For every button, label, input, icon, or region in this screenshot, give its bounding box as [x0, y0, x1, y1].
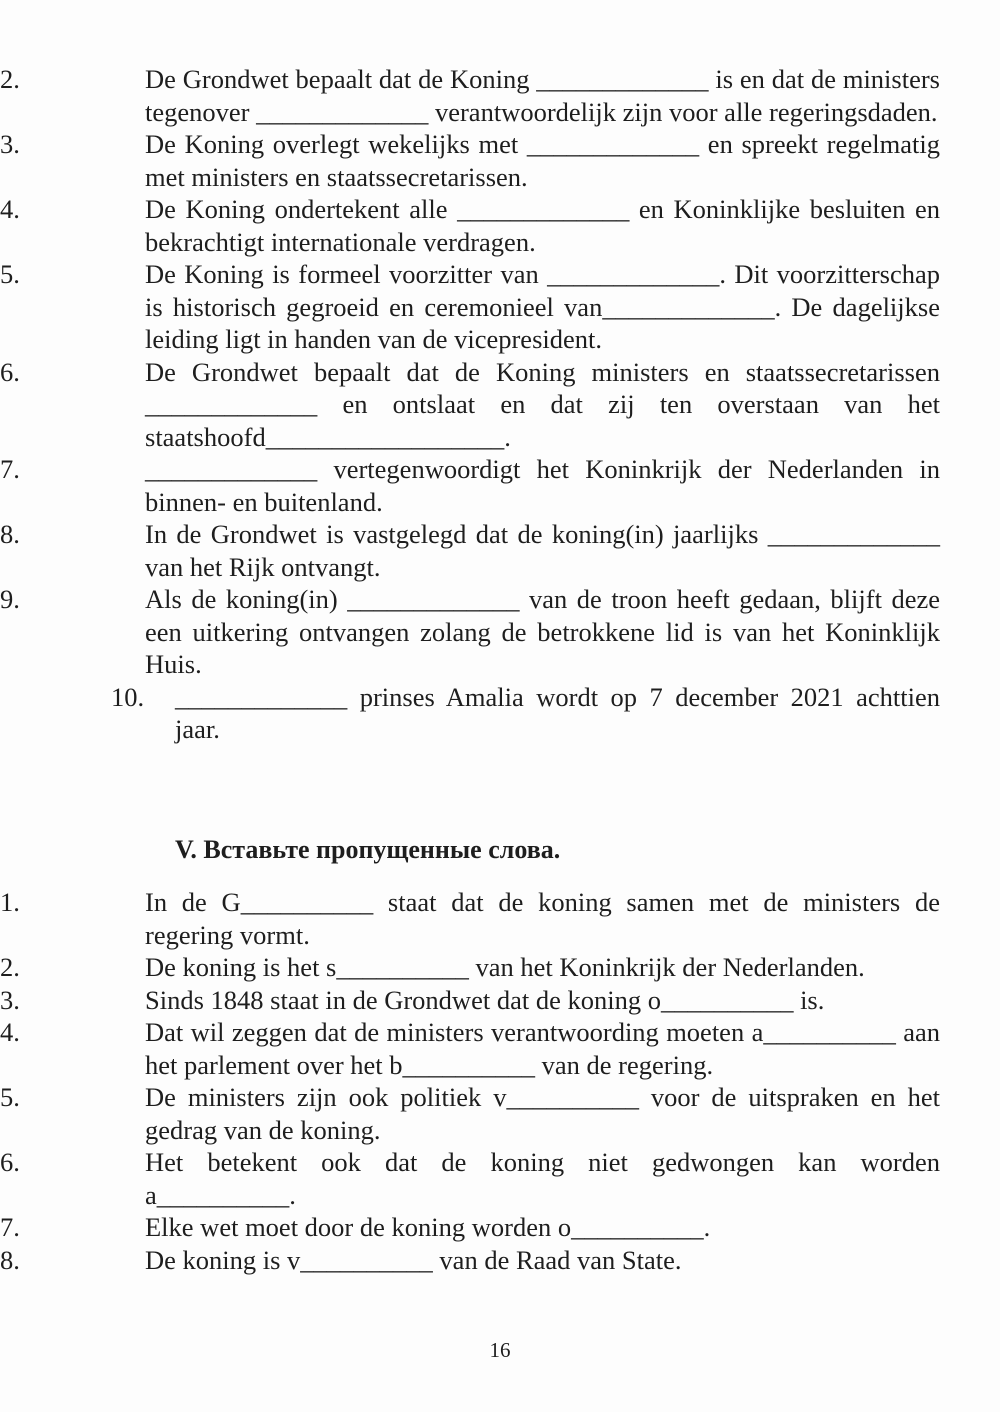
item-number: 3. — [0, 129, 20, 159]
item-number: 5. — [0, 1082, 20, 1112]
exercise-item — [0, 583, 940, 681]
exercise-item — [0, 1016, 940, 1081]
exercise-item — [0, 258, 940, 356]
item-text: Het betekent ook dat de koning niet gedwongen kan worden a__________. — [145, 1147, 940, 1210]
item-number: 7. — [0, 454, 20, 484]
item-number: 9. — [0, 584, 20, 614]
item-number: 2. — [0, 952, 20, 982]
exercise-item — [0, 886, 940, 951]
item-text: _____________ vertegenwoordigt het Koninkrijk der Nederlanden in binnen- en buitenland. — [145, 454, 940, 517]
exercise-item — [0, 1146, 940, 1211]
exercise-item — [0, 1211, 940, 1244]
item-text: Sinds 1848 staat in de Grondwet dat de koning o__________ is. — [145, 984, 825, 1015]
item-text: De koning is het s__________ van het Koninkrijk der Nederlanden. — [145, 952, 865, 982]
exercise-item — [0, 1081, 940, 1146]
item-number: 8. — [0, 1244, 20, 1275]
exercise-item — [0, 193, 940, 258]
item-number: 6. — [0, 356, 20, 387]
exercise-item — [0, 356, 940, 454]
exercise-item — [0, 63, 940, 128]
exercise-item — [0, 951, 940, 984]
item-number: 7. — [0, 1212, 20, 1242]
item-text: Dat wil zeggen dat de ministers verantwoording moeten a__________ aan het parlement over het b__________ van de regering. — [145, 1017, 940, 1080]
item-text: _____________ prinses Amalia wordt op 7 december 2021 achttien jaar. — [175, 681, 940, 744]
exercise-v-list — [0, 886, 940, 1276]
item-number: 4. — [0, 1017, 20, 1047]
item-text: De Koning is formeel voorzitter van _____________. Dit voorzitterschap is historisch gegroeid en ceremonieel van_____________. De dagelijkse leiding ligt in handen van de vicepresident. — [145, 259, 940, 354]
item-number: 6. — [0, 1147, 20, 1177]
exercise-item — [0, 984, 940, 1017]
item-text: De Grondwet bepaalt dat de Koning _____________ is en dat de ministers tegenover _____________ verantwoordelijk zijn voor alle regeringsdaden. — [145, 64, 940, 127]
item-text: Als de koning(in) _____________ van de troon heeft gedaan, blijft deze een uitkering ontvangen zolang de betrokkene lid is van het Koninklijk Huis. — [145, 584, 940, 679]
item-number: 3. — [0, 984, 20, 1015]
item-number: 4. — [0, 194, 20, 224]
item-number: 8. — [0, 519, 20, 549]
exercise-item — [0, 1244, 940, 1277]
item-text: Elke wet moet door de koning worden o__________. — [145, 1212, 711, 1242]
item-text: De Koning ondertekent alle _____________ en Koninklijke besluiten en bekrachtigt internationale verdragen. — [145, 194, 940, 257]
page-number: 16 — [489, 1338, 511, 1362]
exercise-item — [0, 453, 940, 518]
exercise-item — [0, 681, 940, 746]
item-text: De Grondwet bepaalt dat de Koning ministers en staatssecretarissen _____________ en ontslaat en dat zij ten overstaan van het staatshoofd__________________. — [145, 356, 940, 452]
section-heading: V. Вставьте пропущенные слова. — [175, 835, 561, 864]
item-text: In de G__________ staat dat de koning samen met de ministers de regering vormt. — [145, 887, 940, 950]
item-text: De ministers zijn ook politiek v__________ voor de uitspraken en het gedrag van de koning. — [145, 1082, 940, 1145]
item-number: 1. — [0, 887, 20, 917]
item-number: 10. — [111, 681, 145, 712]
item-text: De koning is v__________ van de Raad van State. — [145, 1244, 682, 1275]
item-number: 5. — [0, 259, 20, 289]
exercise-item — [0, 128, 940, 193]
exercise-item — [0, 518, 940, 583]
exercise-iv-list — [0, 63, 940, 746]
item-number: 2. — [0, 64, 20, 94]
item-text: De Koning overlegt wekelijks met _____________ en spreekt regelmatig met ministers en staatssecretarissen. — [145, 129, 940, 192]
item-text: In de Grondwet is vastgelegd dat de koning(in) jaarlijks _____________ van het Rijk ontvangt. — [145, 519, 940, 582]
